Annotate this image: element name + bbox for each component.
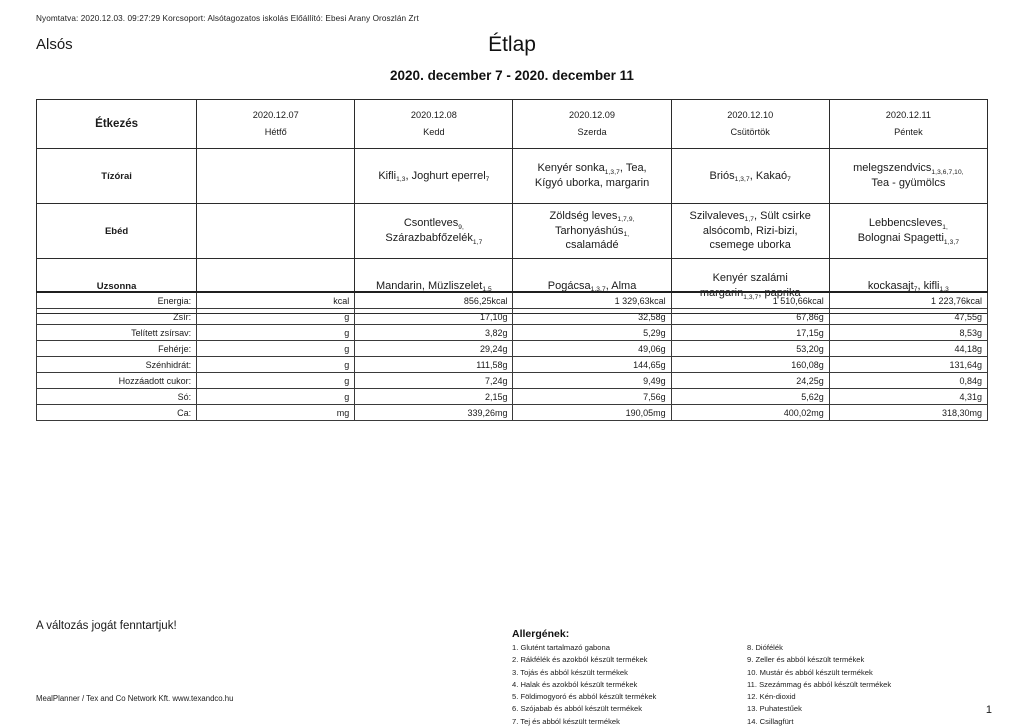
menu-item-line bbox=[519, 161, 664, 176]
menu-item-line bbox=[361, 231, 506, 246]
day-header-date: 2020.12.10 bbox=[727, 109, 774, 120]
menu-cell bbox=[829, 204, 987, 259]
allergen-code: 7 bbox=[913, 286, 918, 294]
menu-cell bbox=[355, 204, 513, 259]
allergen-legend-item: 12. Kén-dioxid bbox=[747, 692, 796, 702]
menu-cell bbox=[197, 149, 355, 204]
nutrition-value: 131,64g bbox=[829, 357, 987, 373]
allergen-legend-item: 6. Szójabab és abból készült termékek bbox=[512, 704, 643, 714]
meal-type-label: Uzsonna bbox=[37, 259, 197, 314]
menu-cell bbox=[671, 204, 829, 259]
nutrition-value: 53,20g bbox=[671, 341, 829, 357]
menu-item-text: Szilvaleves bbox=[689, 209, 745, 222]
allergen-legend-item: 11. Szezámmag és abból készült termékek bbox=[747, 679, 892, 689]
allergen-code: 1,3 bbox=[396, 176, 406, 184]
day-header-date: 2020.12.09 bbox=[569, 109, 616, 120]
nutrition-value: 111,58g bbox=[355, 357, 513, 373]
menu-item-line bbox=[678, 169, 823, 184]
day-header-date: 2020.12.07 bbox=[252, 109, 299, 120]
allergen-code: 1,3,7 bbox=[743, 293, 759, 301]
meal-type-label: Ebéd bbox=[37, 204, 197, 259]
nutrition-value: 24,25g bbox=[671, 373, 829, 389]
nutrition-label: Energia: bbox=[37, 292, 197, 309]
day-header-weekday: Kedd bbox=[423, 127, 445, 137]
nutrition-unit: g bbox=[197, 357, 355, 373]
day-header-weekday: Szerda bbox=[577, 127, 607, 137]
nutrition-label: Telített zsírsav: bbox=[37, 325, 197, 341]
allergen-code: 1,7 bbox=[744, 216, 755, 224]
nutrition-table-container bbox=[36, 291, 988, 421]
allergen-code: 7 bbox=[485, 176, 490, 184]
nutrition-value: 1 223,76kcal bbox=[829, 292, 987, 309]
menu-item-text: Kenyér sonka bbox=[537, 162, 605, 175]
menu-item-text: Pogácsa bbox=[547, 279, 591, 292]
nutrition-value: 4,31g bbox=[829, 389, 987, 405]
nutrition-value: 160,08g bbox=[671, 357, 829, 373]
nutrition-value: 144,65g bbox=[513, 357, 671, 373]
menu-table-container bbox=[36, 99, 988, 314]
menu-item-text: Mandarin, Müzliszelet bbox=[375, 279, 483, 292]
menu-item-text: Tarhonyáshús bbox=[554, 224, 624, 237]
nutrition-value: 32,58g bbox=[513, 309, 671, 325]
menu-item-text: Kifli bbox=[378, 169, 397, 182]
menu-item-line bbox=[361, 216, 506, 231]
day-header-weekday: Péntek bbox=[894, 127, 923, 137]
menu-meal-row bbox=[37, 149, 988, 204]
allergen-code: 1,3,6,7,10, bbox=[931, 168, 964, 176]
allergen-legend-item: 13. Puhatestűek bbox=[747, 704, 802, 714]
menu-item-line bbox=[678, 224, 823, 239]
allergen-code: 1,3,7 bbox=[590, 286, 606, 294]
allergen-legend-item: 2. Rákfélék és azokból készült termékek bbox=[512, 655, 648, 665]
page-title: Étlap bbox=[488, 33, 536, 56]
menu-table-body bbox=[37, 149, 988, 314]
allergen-legend-item: 7. Tej és abból készült termékek bbox=[512, 716, 620, 726]
nutrition-value: 49,06g bbox=[513, 341, 671, 357]
menu-item-text: Zöldség leves bbox=[549, 209, 618, 222]
menu-item-line bbox=[836, 161, 981, 176]
allergen-code: 1,5 bbox=[482, 286, 492, 294]
menu-item-text: alsócomb, Rizi-bizi, bbox=[702, 224, 798, 237]
allergen-legend-item: 3. Tojás és abból készült termékek bbox=[512, 667, 628, 677]
menu-item-text: Kígyó uborka, margarin bbox=[534, 177, 650, 189]
menu-item-text: Lebbencsleves bbox=[868, 217, 943, 230]
nutrition-row bbox=[37, 292, 988, 309]
allergen-legend-item: 8. Diófélék bbox=[747, 643, 783, 652]
menu-item-line bbox=[519, 209, 664, 224]
menu-cell bbox=[513, 204, 671, 259]
nutrition-table bbox=[36, 291, 988, 421]
nutrition-unit: g bbox=[197, 341, 355, 357]
nutrition-value: 318,30mg bbox=[829, 405, 987, 421]
nutrition-value: 8,53g bbox=[829, 325, 987, 341]
menu-item-text: , Kakaó bbox=[749, 169, 788, 182]
nutrition-label: Fehérje: bbox=[37, 341, 197, 357]
nutrition-value: 856,25kcal bbox=[355, 292, 513, 309]
menu-item-line bbox=[519, 238, 664, 253]
menu-item-text: Kenyér szalámi bbox=[712, 272, 788, 285]
nutrition-value: 0,84g bbox=[829, 373, 987, 389]
nutrition-value: 47,55g bbox=[829, 309, 987, 325]
allergen-code: 1,3,7 bbox=[734, 176, 750, 184]
day-header-weekday: Csütörtök bbox=[730, 127, 770, 137]
allergen-column-left bbox=[512, 642, 747, 728]
menu-table bbox=[36, 99, 988, 314]
nutrition-value: 3,82g bbox=[355, 325, 513, 341]
meal-type-label: Tízórai bbox=[37, 149, 197, 204]
allergen-legend bbox=[512, 628, 982, 728]
nutrition-label: Ca: bbox=[37, 405, 197, 421]
menu-item-line bbox=[836, 176, 981, 191]
allergen-code: 1,7,9, bbox=[617, 216, 635, 224]
allergen-legend-item: 4. Halak és azokból készült termékek bbox=[512, 679, 638, 689]
nutrition-value: 1 510,66kcal bbox=[671, 292, 829, 309]
menu-item-text: Briós bbox=[709, 169, 735, 182]
menu-item-line bbox=[519, 176, 664, 191]
day-header-date: 2020.12.08 bbox=[410, 109, 457, 120]
menu-meal-row bbox=[37, 204, 988, 259]
allergen-legend-title: Allergének: bbox=[512, 628, 570, 640]
menu-item-text: Szárazbabfőzelék bbox=[385, 232, 473, 244]
allergen-legend-item: 14. Csillagfürt bbox=[747, 716, 794, 726]
allergen-code: 1,7 bbox=[472, 238, 483, 246]
nutrition-value: 2,15g bbox=[355, 389, 513, 405]
day-header-date: 2020.12.11 bbox=[885, 109, 932, 120]
menu-item-line bbox=[361, 169, 506, 184]
nutrition-value: 1 329,63kcal bbox=[513, 292, 671, 309]
menu-cell bbox=[355, 149, 513, 204]
nutrition-row bbox=[37, 357, 988, 373]
allergen-code: 1,3,7 bbox=[943, 238, 960, 246]
nutrition-label: Só: bbox=[37, 389, 197, 405]
menu-item-text: margarin bbox=[699, 287, 744, 299]
page-number: 1 bbox=[985, 704, 992, 716]
day-header-tuesday bbox=[355, 100, 513, 149]
nutrition-value: 17,15g bbox=[671, 325, 829, 341]
day-header-friday bbox=[829, 100, 987, 149]
allergen-legend-item: 10. Mustár és abból készült termékek bbox=[747, 667, 873, 677]
day-header-wednesday bbox=[513, 100, 671, 149]
print-metadata: Nyomtatva: 2020.12.03. 09:27:29 Korcsoport: Alsótagozatos iskolás Előállító: Ebesi Arany Oroszlán Zrt bbox=[36, 14, 419, 23]
day-header-weekday: Hétfő bbox=[264, 127, 287, 137]
menu-item-line bbox=[519, 224, 664, 239]
menu-cell bbox=[513, 149, 671, 204]
allergen-code: 1,3 bbox=[939, 286, 949, 294]
allergen-legend-item: 1. Glutént tartalmazó gabona bbox=[512, 643, 610, 652]
menu-item-text: kockasajt bbox=[867, 279, 914, 292]
nutrition-table-body bbox=[37, 292, 988, 421]
menu-item-text: , paprika bbox=[758, 287, 801, 299]
nutrition-label: Szénhidrát: bbox=[37, 357, 197, 373]
nutrition-value: 5,62g bbox=[671, 389, 829, 405]
nutrition-value: 7,24g bbox=[355, 373, 513, 389]
nutrition-label: Zsír: bbox=[37, 309, 197, 325]
menu-item-text: Bolognai Spagetti bbox=[857, 232, 944, 244]
nutrition-row bbox=[37, 309, 988, 325]
footer-credit: MealPlanner / Tex and Co Network Kft. www.texandco.hu bbox=[36, 694, 234, 703]
disclaimer-text: A változás jogát fenntartjuk! bbox=[36, 620, 177, 632]
menu-item-text: , kifli bbox=[917, 279, 940, 292]
nutrition-value: 9,49g bbox=[513, 373, 671, 389]
menu-item-line bbox=[678, 209, 823, 224]
nutrition-value: 5,29g bbox=[513, 325, 671, 341]
nutrition-value: 17,10g bbox=[355, 309, 513, 325]
allergen-legend-item: 9. Zeller és abból készült termékek bbox=[747, 655, 865, 665]
menu-item-line bbox=[836, 231, 981, 246]
age-group-title: Alsós bbox=[36, 36, 73, 53]
nutrition-value: 67,86g bbox=[671, 309, 829, 325]
allergen-code: 1, bbox=[623, 231, 630, 239]
allergen-code: 7 bbox=[787, 176, 791, 184]
menu-header-row bbox=[37, 100, 988, 149]
allergen-legend-item: 5. Földimogyoró és abból készült termékek bbox=[512, 692, 657, 702]
allergen-code: 1, bbox=[942, 223, 948, 231]
menu-item-line bbox=[836, 216, 981, 231]
menu-item-text: , Tea, bbox=[619, 162, 647, 175]
nutrition-unit: g bbox=[197, 373, 355, 389]
menu-item-text: Tea - gyümölcs bbox=[871, 177, 946, 189]
nutrition-row bbox=[37, 373, 988, 389]
menu-item-text: melegszendvics bbox=[853, 162, 932, 175]
nutrition-unit: g bbox=[197, 389, 355, 405]
nutrition-unit: g bbox=[197, 325, 355, 341]
allergen-code: 1,3,7 bbox=[604, 168, 620, 176]
menu-cell bbox=[829, 149, 987, 204]
menu-item-text: csemege uborka bbox=[709, 239, 791, 252]
nutrition-value: 7,56g bbox=[513, 389, 671, 405]
menu-item-line bbox=[678, 271, 823, 286]
nutrition-value: 400,02mg bbox=[671, 405, 829, 421]
nutrition-row bbox=[37, 405, 988, 421]
menu-item-line bbox=[678, 238, 823, 253]
nutrition-label: Hozzáadott cukor: bbox=[37, 373, 197, 389]
nutrition-value: 339,26mg bbox=[355, 405, 513, 421]
date-range-subtitle: 2020. december 7 - 2020. december 11 bbox=[390, 68, 634, 83]
menu-item-text: , Sült csirke bbox=[754, 209, 811, 222]
menu-item-text: , Joghurt eperrel bbox=[405, 169, 486, 182]
nutrition-unit: mg bbox=[197, 405, 355, 421]
nutrition-row bbox=[37, 389, 988, 405]
menu-item-text: csalamádé bbox=[565, 239, 619, 252]
menu-item-text: Csontleves bbox=[403, 217, 459, 230]
menu-item-text: , Alma bbox=[605, 279, 637, 292]
nutrition-unit: g bbox=[197, 309, 355, 325]
nutrition-value: 44,18g bbox=[829, 341, 987, 357]
nutrition-row bbox=[37, 341, 988, 357]
allergen-code: 9, bbox=[458, 223, 464, 231]
menu-cell bbox=[671, 149, 829, 204]
nutrition-value: 190,05mg bbox=[513, 405, 671, 421]
allergen-column-right bbox=[747, 642, 982, 728]
day-header-monday bbox=[197, 100, 355, 149]
nutrition-unit: kcal bbox=[197, 292, 355, 309]
nutrition-row bbox=[37, 325, 988, 341]
nutrition-value: 29,24g bbox=[355, 341, 513, 357]
meal-column-header: Étkezés bbox=[37, 100, 197, 149]
menu-table-head bbox=[37, 100, 988, 149]
menu-cell bbox=[197, 204, 355, 259]
day-header-thursday bbox=[671, 100, 829, 149]
allergen-columns bbox=[512, 642, 982, 728]
